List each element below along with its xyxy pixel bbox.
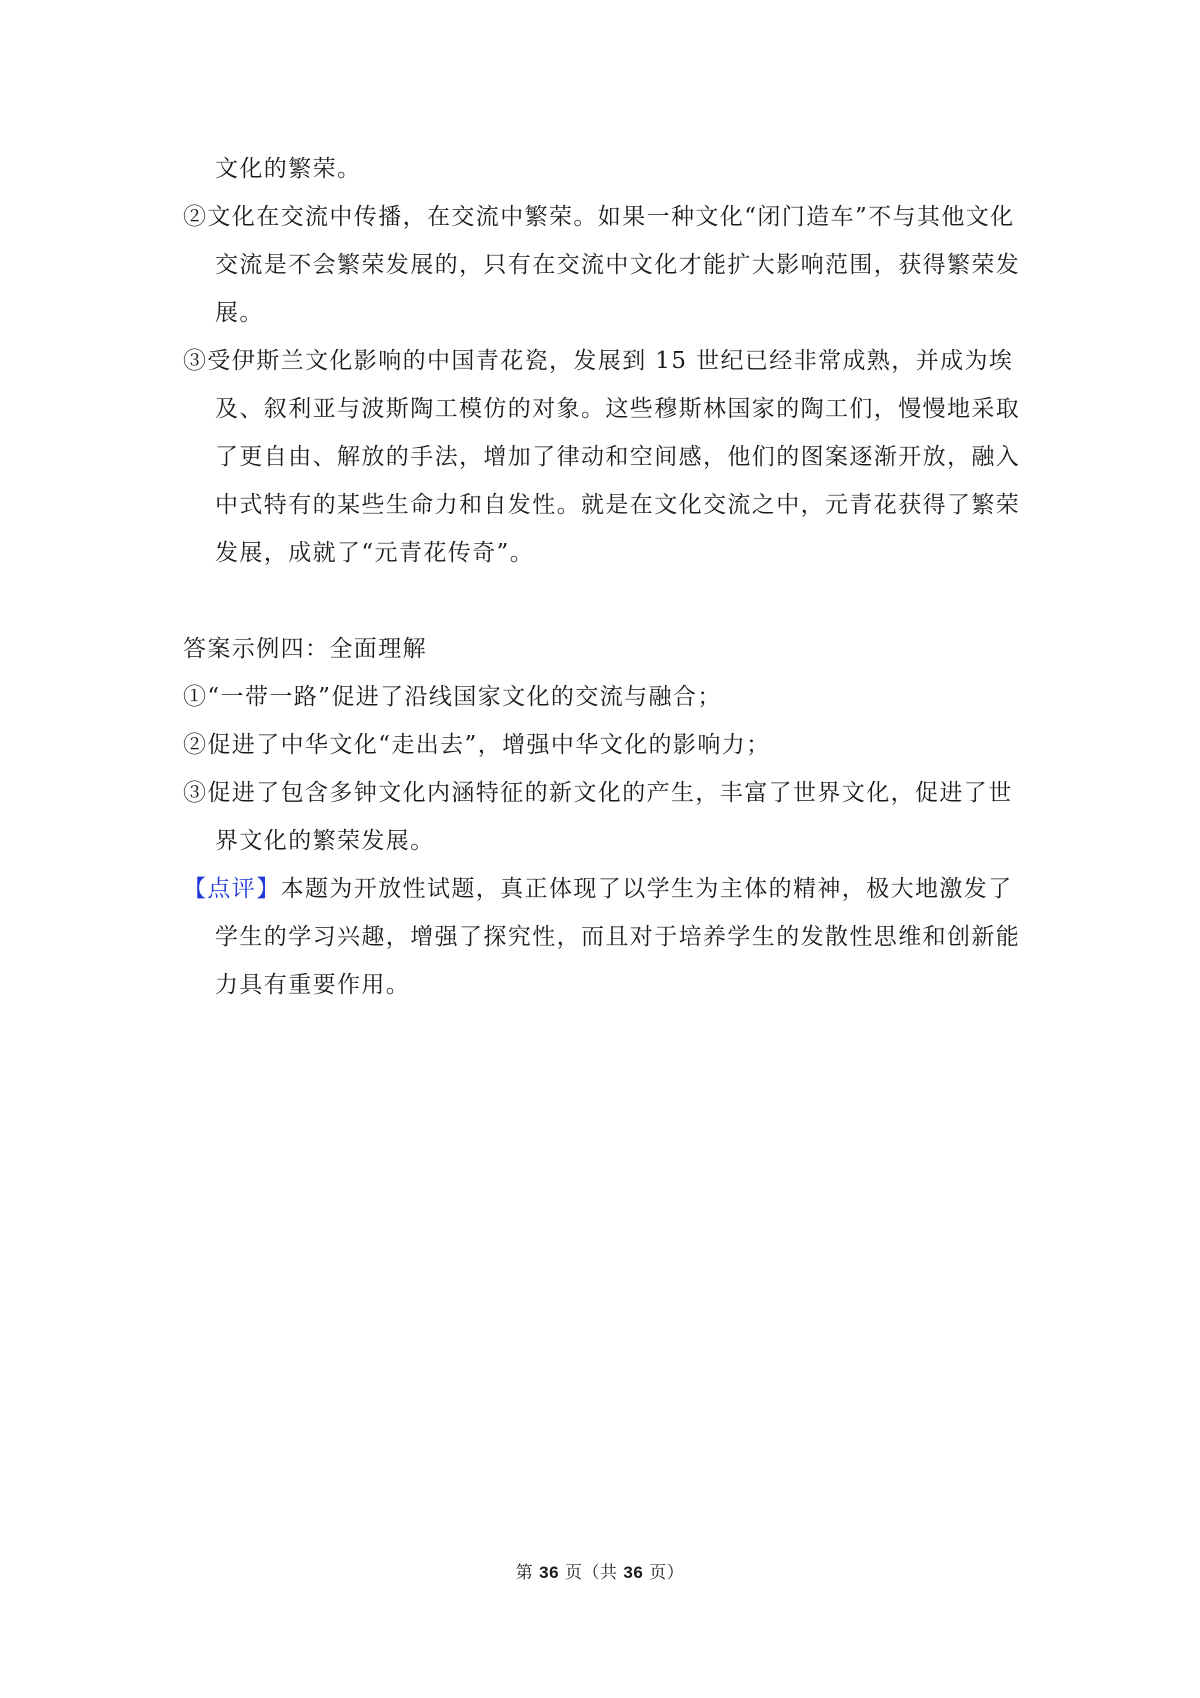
review-text: 本题为开放性试题，真正体现了以学生为主体的精神，极大地激发了学生的学习兴趣，增强了探究性，而且对于培养学生的发散性思维和创新能力具有重要作用。 — [215, 876, 1021, 998]
example-4-point-3: ③促进了包含多钟文化内涵特征的新文化的产生，丰富了世界文化，促进了世界文化的繁荣发展。 — [183, 780, 1013, 854]
footer-middle: 页（共 — [559, 1563, 624, 1583]
footer-page-number: 36 — [539, 1563, 560, 1582]
example-4-point-2: ②促进了中华文化“走出去”，增强中华文化的影响力； — [183, 732, 771, 758]
review-paragraph — [183, 865, 1025, 1009]
example-4-heading: 答案示例四：全面理解 — [183, 636, 427, 662]
point-3-blue-white-porcelain: ③受伊斯兰文化影响的中国青花瓷，发展到 15 世纪已经非常成熟，并成为埃及、叙利亚与波斯陶工模仿的对象。这些穆斯林国家的陶工们，慢慢地采取了更自由、解放的手法，增加了律动和空间感，他们的图案逐渐开放，融入中式特有的某些生命力和自发性。就是在文化交流之中，元青花获得了繁荣发展，成就了“元青花传奇”。 — [183, 348, 1021, 566]
continuation-text: 文化的繁荣。 — [215, 156, 362, 182]
footer-prefix: 第 — [515, 1563, 540, 1583]
review-label: 【点评】 — [183, 876, 281, 902]
page-footer — [0, 1561, 1200, 1585]
footer-suffix: 页） — [643, 1563, 685, 1583]
point-2-culture-exchange: ②文化在交流中传播，在交流中繁荣。如果一种文化“闭门造车”不与其他文化交流是不会繁荣发展的，只有在交流中文化才能扩大影响范围，获得繁荣发展。 — [183, 204, 1021, 326]
example-4-point-1: ①“一带一路”促进了沿线国家文化的交流与融合； — [183, 684, 722, 710]
footer-total-pages: 36 — [623, 1563, 644, 1582]
paragraph-gap — [183, 577, 1025, 625]
document-body — [183, 145, 1025, 1009]
